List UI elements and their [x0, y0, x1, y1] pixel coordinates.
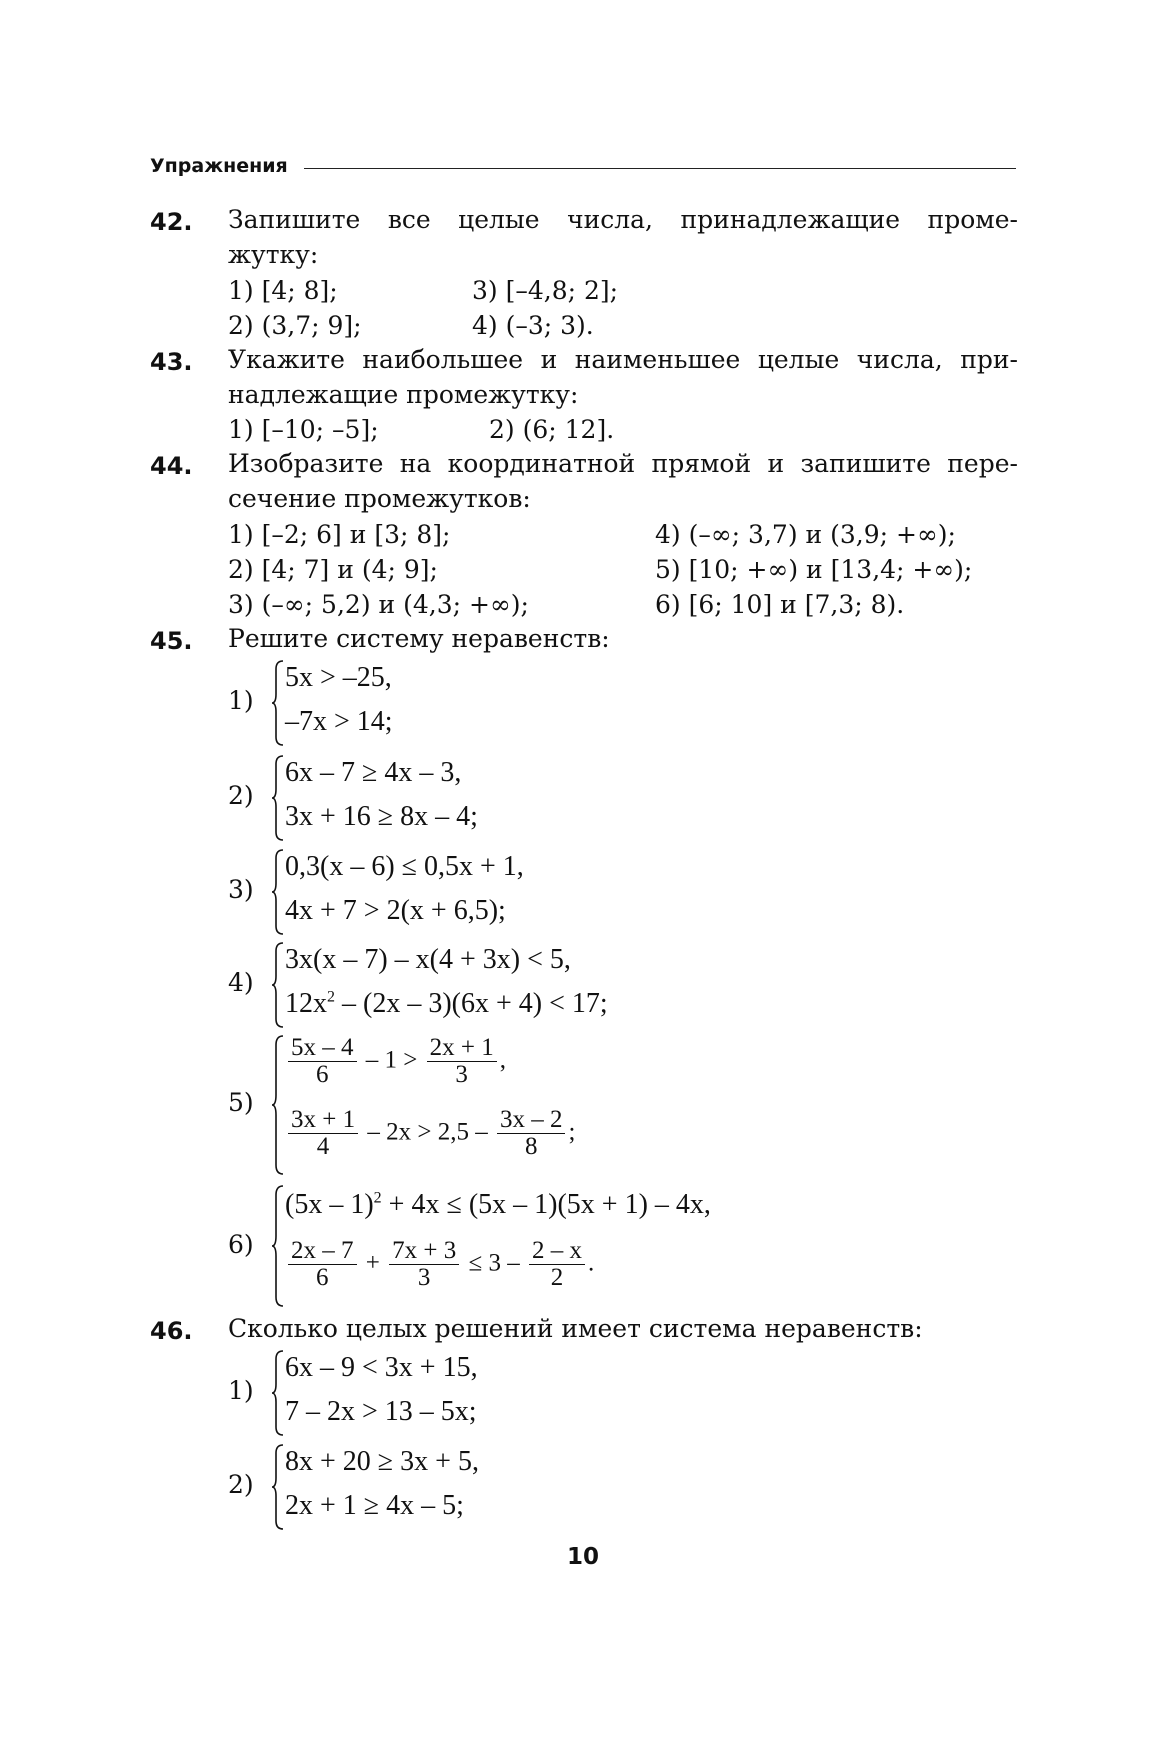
- inequality: 6x – 9 < 3x + 15,: [285, 1352, 478, 1383]
- exercise-number-42: 42.: [150, 208, 193, 236]
- inequality: –7x > 14;: [285, 706, 393, 737]
- system-label: 5): [228, 1088, 254, 1117]
- exercise-44-item-4: 4) (–∞; 3,7) и (3,9; +∞);: [655, 520, 956, 549]
- term: (5x – 1): [285, 1189, 374, 1220]
- system-label: 1): [228, 1376, 254, 1405]
- exercise-46-text: Сколько целых решений имеет система неравенств:: [228, 1314, 923, 1343]
- exercise-42-item-4: 4) (–3; 3).: [472, 311, 594, 340]
- inequality: 4x + 7 > 2(x + 6,5);: [285, 895, 506, 926]
- numerator: 5x – 4: [288, 1035, 357, 1062]
- word: проме-: [927, 205, 1018, 234]
- word: Изобразите: [228, 449, 384, 478]
- word: Укажите: [228, 345, 345, 374]
- inequality: 5x > –25,: [285, 662, 392, 693]
- left-brace-icon: [271, 1444, 285, 1530]
- fraction: [389, 1238, 459, 1292]
- section-header: [150, 152, 1016, 180]
- term: ≤ 3 –: [462, 1249, 526, 1277]
- word: и: [767, 449, 785, 478]
- word: все: [387, 205, 431, 234]
- inequality: 2x + 1 ≥ 4x – 5;: [285, 1490, 464, 1521]
- exercise-42-item-1: 1) [4; 8];: [228, 276, 338, 305]
- fraction: [529, 1238, 585, 1292]
- term: + 4x ≤ (5x – 1)(5x + 1) – 4x,: [381, 1189, 711, 1220]
- term: +: [359, 1249, 387, 1277]
- numerator: 2x + 1: [427, 1035, 497, 1062]
- exercise-42-text-line2: жутку:: [228, 240, 319, 269]
- fraction: [497, 1107, 566, 1161]
- exercise-43-text-line2: надлежащие промежутку:: [228, 380, 579, 409]
- exercise-number-43: 43.: [150, 348, 193, 376]
- inequality: [285, 988, 608, 1020]
- term: – (2x – 3)(6x + 4) < 17;: [335, 988, 608, 1019]
- system-label: 3): [228, 875, 254, 904]
- denominator: 4: [316, 1133, 330, 1161]
- left-brace-icon: [271, 849, 285, 935]
- system-label: 4): [228, 968, 254, 997]
- left-brace-icon: [271, 1350, 285, 1436]
- page-number: 10: [566, 1544, 599, 1570]
- fraction: [288, 1035, 357, 1089]
- exercise-42-text-line1: [228, 206, 1018, 234]
- inequality: [285, 1238, 594, 1292]
- exercise-42-item-2: 2) (3,7; 9];: [228, 311, 362, 340]
- numerator: 2 – x: [529, 1238, 585, 1265]
- left-brace-icon: [271, 942, 285, 1028]
- word: координатной: [447, 449, 636, 478]
- word: на: [399, 449, 432, 478]
- system-label: 2): [228, 1470, 254, 1499]
- exercise-44-item-2: 2) [4; 7] и (4; 9];: [228, 555, 438, 584]
- system-label: 1): [228, 686, 254, 715]
- inequality: 3x + 16 ≥ 8x – 4;: [285, 801, 478, 832]
- word: прямой: [651, 449, 752, 478]
- word: наибольшее: [362, 345, 524, 374]
- word: Запишите: [228, 205, 361, 234]
- left-brace-icon: [271, 1185, 285, 1307]
- exercise-44-item-5: 5) [10; +∞) и [13,4; +∞);: [655, 555, 973, 584]
- section-title: Упражнения: [150, 155, 288, 177]
- denominator: 6: [316, 1264, 329, 1292]
- numerator: 3x – 2: [497, 1107, 566, 1134]
- word: числа,: [567, 205, 654, 234]
- system-label: 6): [228, 1230, 254, 1259]
- header-rule: [304, 168, 1016, 169]
- exercise-43-item-2: 2) (6; 12].: [489, 415, 615, 444]
- term: 12x: [285, 988, 327, 1019]
- numerator: 3x + 1: [288, 1107, 358, 1134]
- exponent: 2: [327, 988, 335, 1006]
- system-label: 2): [228, 781, 254, 810]
- exponent: 2: [373, 1189, 382, 1207]
- inequality: 3x(x – 7) – x(4 + 3x) < 5,: [285, 944, 571, 975]
- exercise-43-text-line1: [228, 346, 1018, 374]
- term: ,: [499, 1046, 506, 1074]
- denominator: 3: [417, 1264, 431, 1292]
- denominator: 8: [524, 1133, 538, 1161]
- numerator: 7x + 3: [389, 1238, 459, 1265]
- word: запишите: [800, 449, 931, 478]
- term: ;: [568, 1118, 576, 1146]
- word: целые: [757, 345, 840, 374]
- exercise-44-item-1: 1) [–2; 6] и [3; 8];: [228, 520, 451, 549]
- inequality: [285, 1107, 575, 1161]
- word: при-: [960, 345, 1018, 374]
- left-brace-icon: [271, 1035, 285, 1175]
- word: целые: [458, 205, 540, 234]
- inequality: 6x – 7 ≥ 4x – 3,: [285, 757, 462, 788]
- denominator: 2: [550, 1264, 564, 1292]
- numerator: 2x – 7: [288, 1238, 357, 1265]
- inequality: 7 – 2x > 13 – 5x;: [285, 1396, 477, 1427]
- word: принадлежащие: [680, 205, 901, 234]
- term: .: [587, 1249, 595, 1277]
- fraction: [288, 1238, 357, 1292]
- exercise-44-item-6: 6) [6; 10] и [7,3; 8).: [655, 590, 905, 619]
- exercise-45-text: Решите систему неравенств:: [228, 624, 610, 653]
- word: и: [540, 345, 558, 374]
- denominator: 6: [316, 1061, 329, 1089]
- exercise-44-item-3: 3) (–∞; 5,2) и (4,3; +∞);: [228, 590, 529, 619]
- exercise-number-46: 46.: [150, 1317, 193, 1345]
- fraction: [288, 1107, 358, 1161]
- inequality: [285, 1189, 711, 1221]
- exercise-42-item-3: 3) [–4,8; 2];: [472, 276, 619, 305]
- term: – 2x > 2,5 –: [361, 1118, 494, 1146]
- inequality: [285, 1035, 506, 1089]
- inequality: 0,3(x – 6) ≤ 0,5x + 1,: [285, 851, 524, 882]
- exercise-44-text-line1: [228, 450, 1018, 478]
- word: наименьшее: [574, 345, 741, 374]
- word: пере-: [947, 449, 1018, 478]
- fraction: [427, 1035, 497, 1089]
- denominator: 3: [455, 1061, 468, 1089]
- exercise-number-45: 45.: [150, 627, 193, 655]
- left-brace-icon: [271, 755, 285, 841]
- term: – 1 >: [359, 1046, 424, 1074]
- word: числа,: [856, 345, 943, 374]
- exercise-43-item-1: 1) [–10; –5];: [228, 415, 379, 444]
- left-brace-icon: [271, 660, 285, 746]
- exercise-number-44: 44.: [150, 452, 193, 480]
- exercise-44-text-line2: сечение промежутков:: [228, 484, 531, 513]
- inequality: 8x + 20 ≥ 3x + 5,: [285, 1446, 479, 1477]
